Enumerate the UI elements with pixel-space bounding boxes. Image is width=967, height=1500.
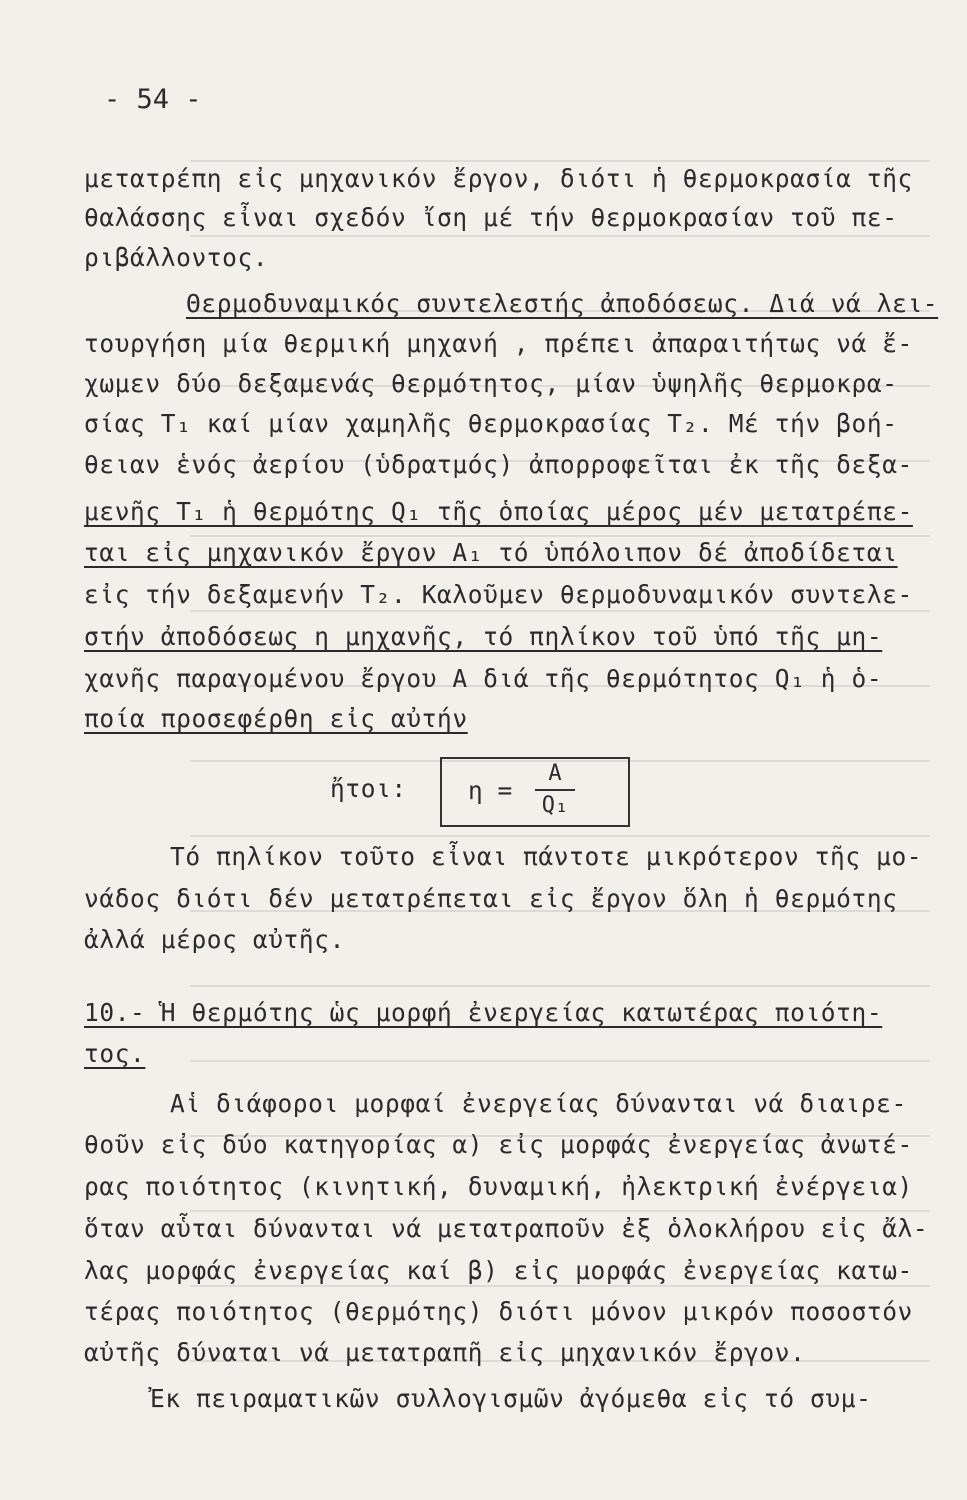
text-line: ὅταν αὗται δύνανται νά μετατραποῦν ἐξ ὁλοκλήρου εἰς ἄλ-: [84, 1214, 929, 1243]
text-line: θειαν ἑνός ἀερίου (ὑδρατμός) ἀπορροφεῖται ἐκ τῆς δεξα-: [84, 450, 913, 479]
text-line: σίας T₁ καί μίαν χαμηλῆς θερμοκρασίας T₂. Μέ τήν βοή-: [84, 409, 898, 438]
section-heading-efficiency: Θερμοδυναμικός συντελεστής ἀποδόσεως. Διά νά λει-: [186, 289, 939, 318]
text-line: Ἐκ πειραματικῶν συλλογισμῶν ἀγόμεθα εἰς τό συμ-: [150, 1384, 872, 1413]
text-line: θοῦν εἰς δύο κατηγορίας α) εἰς μορφάς ἐνεργείας ἀνωτέ-: [84, 1130, 913, 1159]
formula-label: ἤτοι:: [330, 774, 407, 803]
text-line: ται εἰς μηχανικόν ἔργον A₁ τό ὑπόλοιπον δέ ἀποδίδεται: [84, 538, 898, 567]
page-number: - 54 -: [104, 84, 202, 115]
text-line: στήν ἀποδόσεως η μηχανῆς, τό πηλίκον τοῦ ὑπό τῆς μη-: [84, 622, 883, 651]
formula-numerator: A: [548, 761, 562, 786]
text-line: ρας ποιότητος (κινητική, δυναμική, ἠλεκτρική ἐνέργεια): [84, 1172, 913, 1201]
text-line: τουργήση μία θερμική μηχανή , πρέπει ἀπαραιτήτως νά ἔ-: [84, 329, 913, 358]
section-heading-10-cont: τος.: [84, 1039, 146, 1068]
text-line: Αἱ διάφοροι μορφαί ἐνεργείας δύνανται νά διαιρε-: [170, 1089, 907, 1118]
text-line: μετατρέπη εἰς μηχανικόν ἔργον, διότι ἡ θερμοκρασία τῆς: [84, 164, 913, 193]
fraction-bar: [535, 789, 575, 791]
text-line: ἀλλά μέρος αὐτῆς.: [84, 925, 345, 954]
text-line: τέρας ποιότητος (θερμότης) διότι μόνον μικρόν ποσοστόν: [84, 1297, 913, 1326]
text-line: χωμεν δύο δεξαμενάς θερμότητος, μίαν ὑψηλῆς θερμοκρα-: [84, 369, 898, 398]
text-line: λας μορφάς ἐνεργείας καί β) εἰς μορφάς ἐνεργείας κατω-: [84, 1256, 913, 1285]
text-line: μενῆς T₁ ἡ θερμότης Q₁ τῆς ὁποίας μέρος μέν μετατρέπε-: [84, 497, 913, 526]
text-line: νάδος διότι δέν μετατρέπεται εἰς ἔργον ὅλη ἡ θερμότης: [84, 884, 898, 913]
text-line: Τό πηλίκον τοῦτο εἶναι πάντοτε μικρότερον τῆς μο-: [170, 842, 923, 871]
text-line: εἰς τήν δεξαμενήν T₂. Καλοῦμεν θερμοδυναμικόν συντελε-: [84, 580, 913, 609]
formula-lhs: η =: [468, 776, 513, 805]
text-line: ριβάλλοντος.: [84, 243, 269, 272]
formula-fraction: [535, 760, 575, 820]
text-line: ποία προσεφέρθη εἰς αὐτήν: [84, 704, 468, 733]
formula-denominator: Q₁: [541, 793, 569, 818]
text-line: αὐτῆς δύναται νά μετατραπῆ εἰς μηχανικόν ἔργον.: [84, 1338, 806, 1367]
text-line: χανῆς παραγομένου ἔργου A διά τῆς θερμότητος Q₁ ἡ ὁ-: [84, 664, 883, 693]
text-line: θαλάσσης εἶναι σχεδόν ἴση μέ τήν θερμοκρασίαν τοῦ πε-: [84, 203, 898, 232]
section-heading-10: 10.- Ἡ θερμότης ὡς μορφή ἐνεργείας κατωτέρας ποιότη-: [84, 998, 883, 1027]
